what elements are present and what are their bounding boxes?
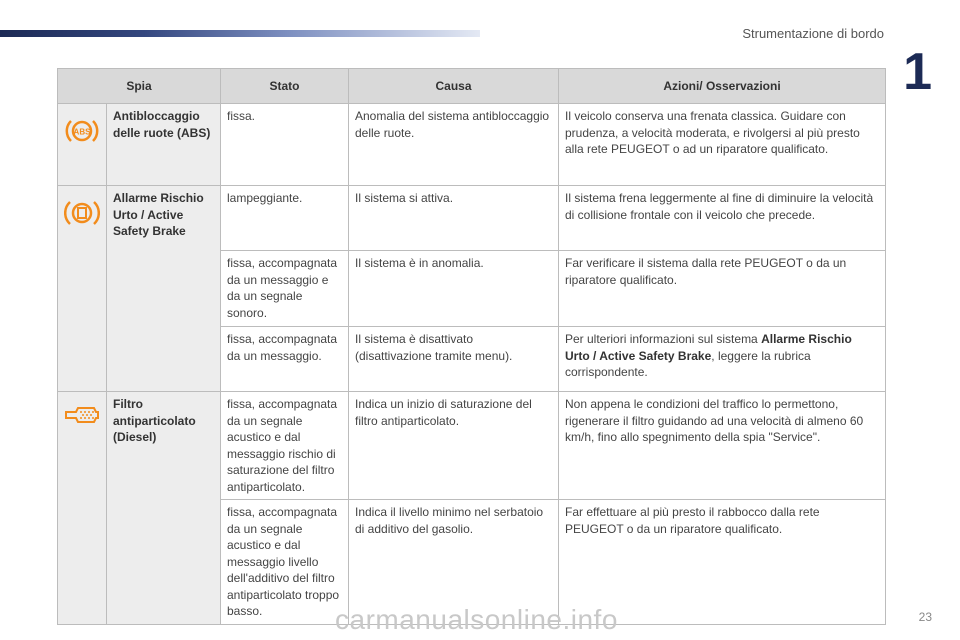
stato-cell: fissa. [221,104,349,186]
table-row [58,392,886,500]
particulate-filter-icon [64,404,100,426]
causa-cell: Il sistema è in anomalia. [349,251,559,327]
azioni-cell: Il veicolo conserva una frenata classica. Guidare con prudenza, a velocità moderata, e rivolgersi al più presto alla rete PEUGEOT o ad un riparatore qualificato. [559,104,886,186]
causa-cell: Indica un inizio di saturazione del filtro antiparticolato. [349,392,559,500]
column-header-causa: Causa [349,69,559,104]
watermark-text: carmanualsonline.info [335,604,618,635]
table-row [58,186,886,251]
stato-cell: fissa, accompagnata da un segnale acustico e dal messaggio livello dell'additivo del filtro antiparticolato troppo basso. [221,500,349,625]
warning-lights-table [57,68,886,625]
azioni-cell: Il sistema frena leggermente al fine di diminuire la velocità di collisione frontale con il veicolo che precede. [559,186,886,251]
azioni-text: , leggere la rubrica corrispondente. [565,348,811,379]
icon-cell [58,392,107,625]
chapter-number: 1 [903,43,932,101]
causa-cell: Anomalia del sistema antibloccaggio delle ruote. [349,104,559,186]
column-header-azioni: Azioni/ Osservazioni [559,69,886,104]
azioni-cell [559,327,886,392]
header-accent-bar [0,30,480,37]
azioni-bold-text: Allarme Rischio Urto / Active Safety Brake [565,332,852,363]
page-number: 23 [918,610,932,624]
azioni-text: Per ulteriori informazioni sul sistema [565,332,762,346]
stato-cell: fissa, accompagnata da un messaggio e da un segnale sonoro. [221,251,349,327]
table-row [58,104,886,186]
column-header-spia: Spia [58,69,221,104]
table-header-row [58,69,886,104]
stato-cell: lampeggiante. [221,186,349,251]
causa-cell: Indica il livello minimo nel serbatoio di additivo del gasolio. [349,500,559,625]
svg-text:ABS: ABS [73,127,91,137]
stato-cell: fissa, accompagnata da un segnale acustico e dal messaggio rischio di saturazione del filtro antiparticolato. [221,392,349,500]
azioni-cell: Far verificare il sistema dalla rete PEUGEOT o da un riparatore qualificato. [559,251,886,327]
warning-name: Antibloccaggio delle ruote (ABS) [107,104,221,186]
icon-cell [58,186,107,392]
azioni-cell: Far effettuare al più presto il rabbocco dalla rete PEUGEOT o da un riparatore qualificato. [559,500,886,625]
warning-name: Allarme Rischio Urto / Active Safety Brake [107,186,221,392]
column-header-stato: Stato [221,69,349,104]
causa-cell: Il sistema è disattivato (disattivazione tramite menu). [349,327,559,392]
collision-alert-icon [64,198,100,228]
warning-name: Filtro antiparticolato (Diesel) [107,392,221,625]
stato-cell: fissa, accompagnata da un messaggio. [221,327,349,392]
abs-warning-icon [64,116,100,146]
section-title: Strumentazione di bordo [742,26,884,41]
causa-cell: Il sistema si attiva. [349,186,559,251]
azioni-cell: Non appena le condizioni del traffico lo permettono, rigenerare il filtro guidando ad una velocità di almeno 60 km/h, fino allo spegnimento della spia "Service". [559,392,886,500]
icon-cell [58,104,107,186]
